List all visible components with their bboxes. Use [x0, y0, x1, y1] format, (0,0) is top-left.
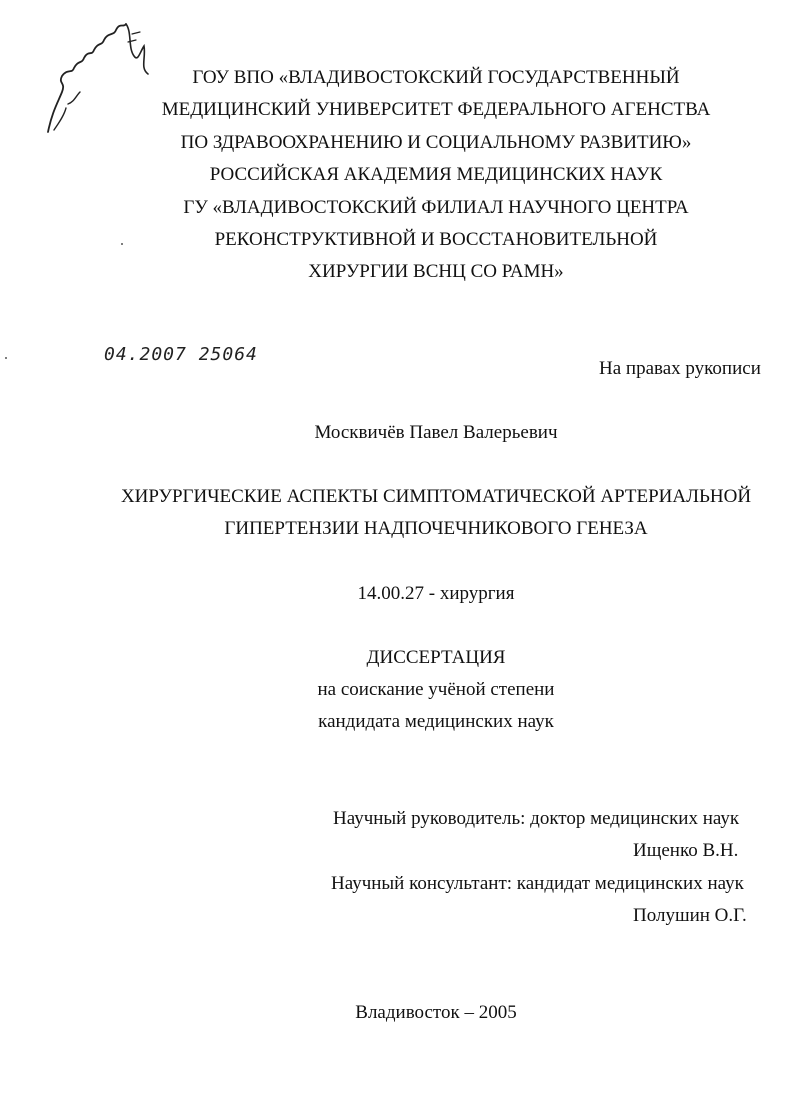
institution-line-2: МЕДИЦИНСКИЙ УНИВЕРСИТЕТ ФЕДЕРАЛЬНОГО АГЕНСТВА [161, 99, 711, 120]
supervisor-label: Научный руководитель: доктор медицинских наук [333, 808, 740, 829]
institution-line-4: РОССИЙСКАЯ АКАДЕМИЯ МЕДИЦИНСКИХ НАУК [209, 164, 663, 185]
institution-line-3: ПО ЗДРАВООХРАНЕНИЮ И СОЦИАЛЬНОМУ РАЗВИТИЮ» [180, 132, 692, 153]
institution-line-1: ГОУ ВПО «ВЛАДИВОСТОКСКИЙ ГОСУДАРСТВЕННЫЙ [192, 67, 680, 88]
rights-note: На правах рукописи [599, 358, 761, 379]
document-type: ДИССЕРТАЦИЯ [366, 647, 506, 668]
degree-line-1: на соискание учёной степени [317, 679, 555, 700]
dissertation-title-line-2: ГИПЕРТЕНЗИИ НАДПОЧЕЧНИКОВОГО ГЕНЕЗА [224, 518, 648, 539]
library-stamp-number: 04.2007 25064 [104, 344, 258, 365]
institution-line-6: РЕКОНСТРУКТИВНОЙ И ВОССТАНОВИТЕЛЬНОЙ [214, 229, 658, 250]
degree-line-2: кандидата медицинских наук [318, 711, 554, 732]
supervisor-name: Ищенко В.Н. [633, 840, 739, 861]
dissertation-title-line-1: ХИРУРГИЧЕСКИЕ АСПЕКТЫ СИМПТОМАТИЧЕСКОЙ АРТЕРИАЛЬНОЙ [120, 486, 752, 507]
scan-dot [121, 243, 123, 245]
city-year: Владивосток – 2005 [355, 1002, 517, 1023]
institution-line-5: ГУ «ВЛАДИВОСТОКСКИЙ ФИЛИАЛ НАУЧНОГО ЦЕНТРА [183, 197, 689, 218]
institution-line-7: ХИРУРГИИ ВСНЦ СО РАМН» [308, 261, 564, 282]
scan-dot [5, 357, 7, 359]
author-name: Москвичёв Павел Валерьевич [314, 422, 558, 443]
specialty-code: 14.00.27 - хирургия [357, 583, 515, 604]
consultant-name: Полушин О.Г. [633, 905, 747, 926]
consultant-label: Научный консультант: кандидат медицинских наук [331, 873, 744, 894]
